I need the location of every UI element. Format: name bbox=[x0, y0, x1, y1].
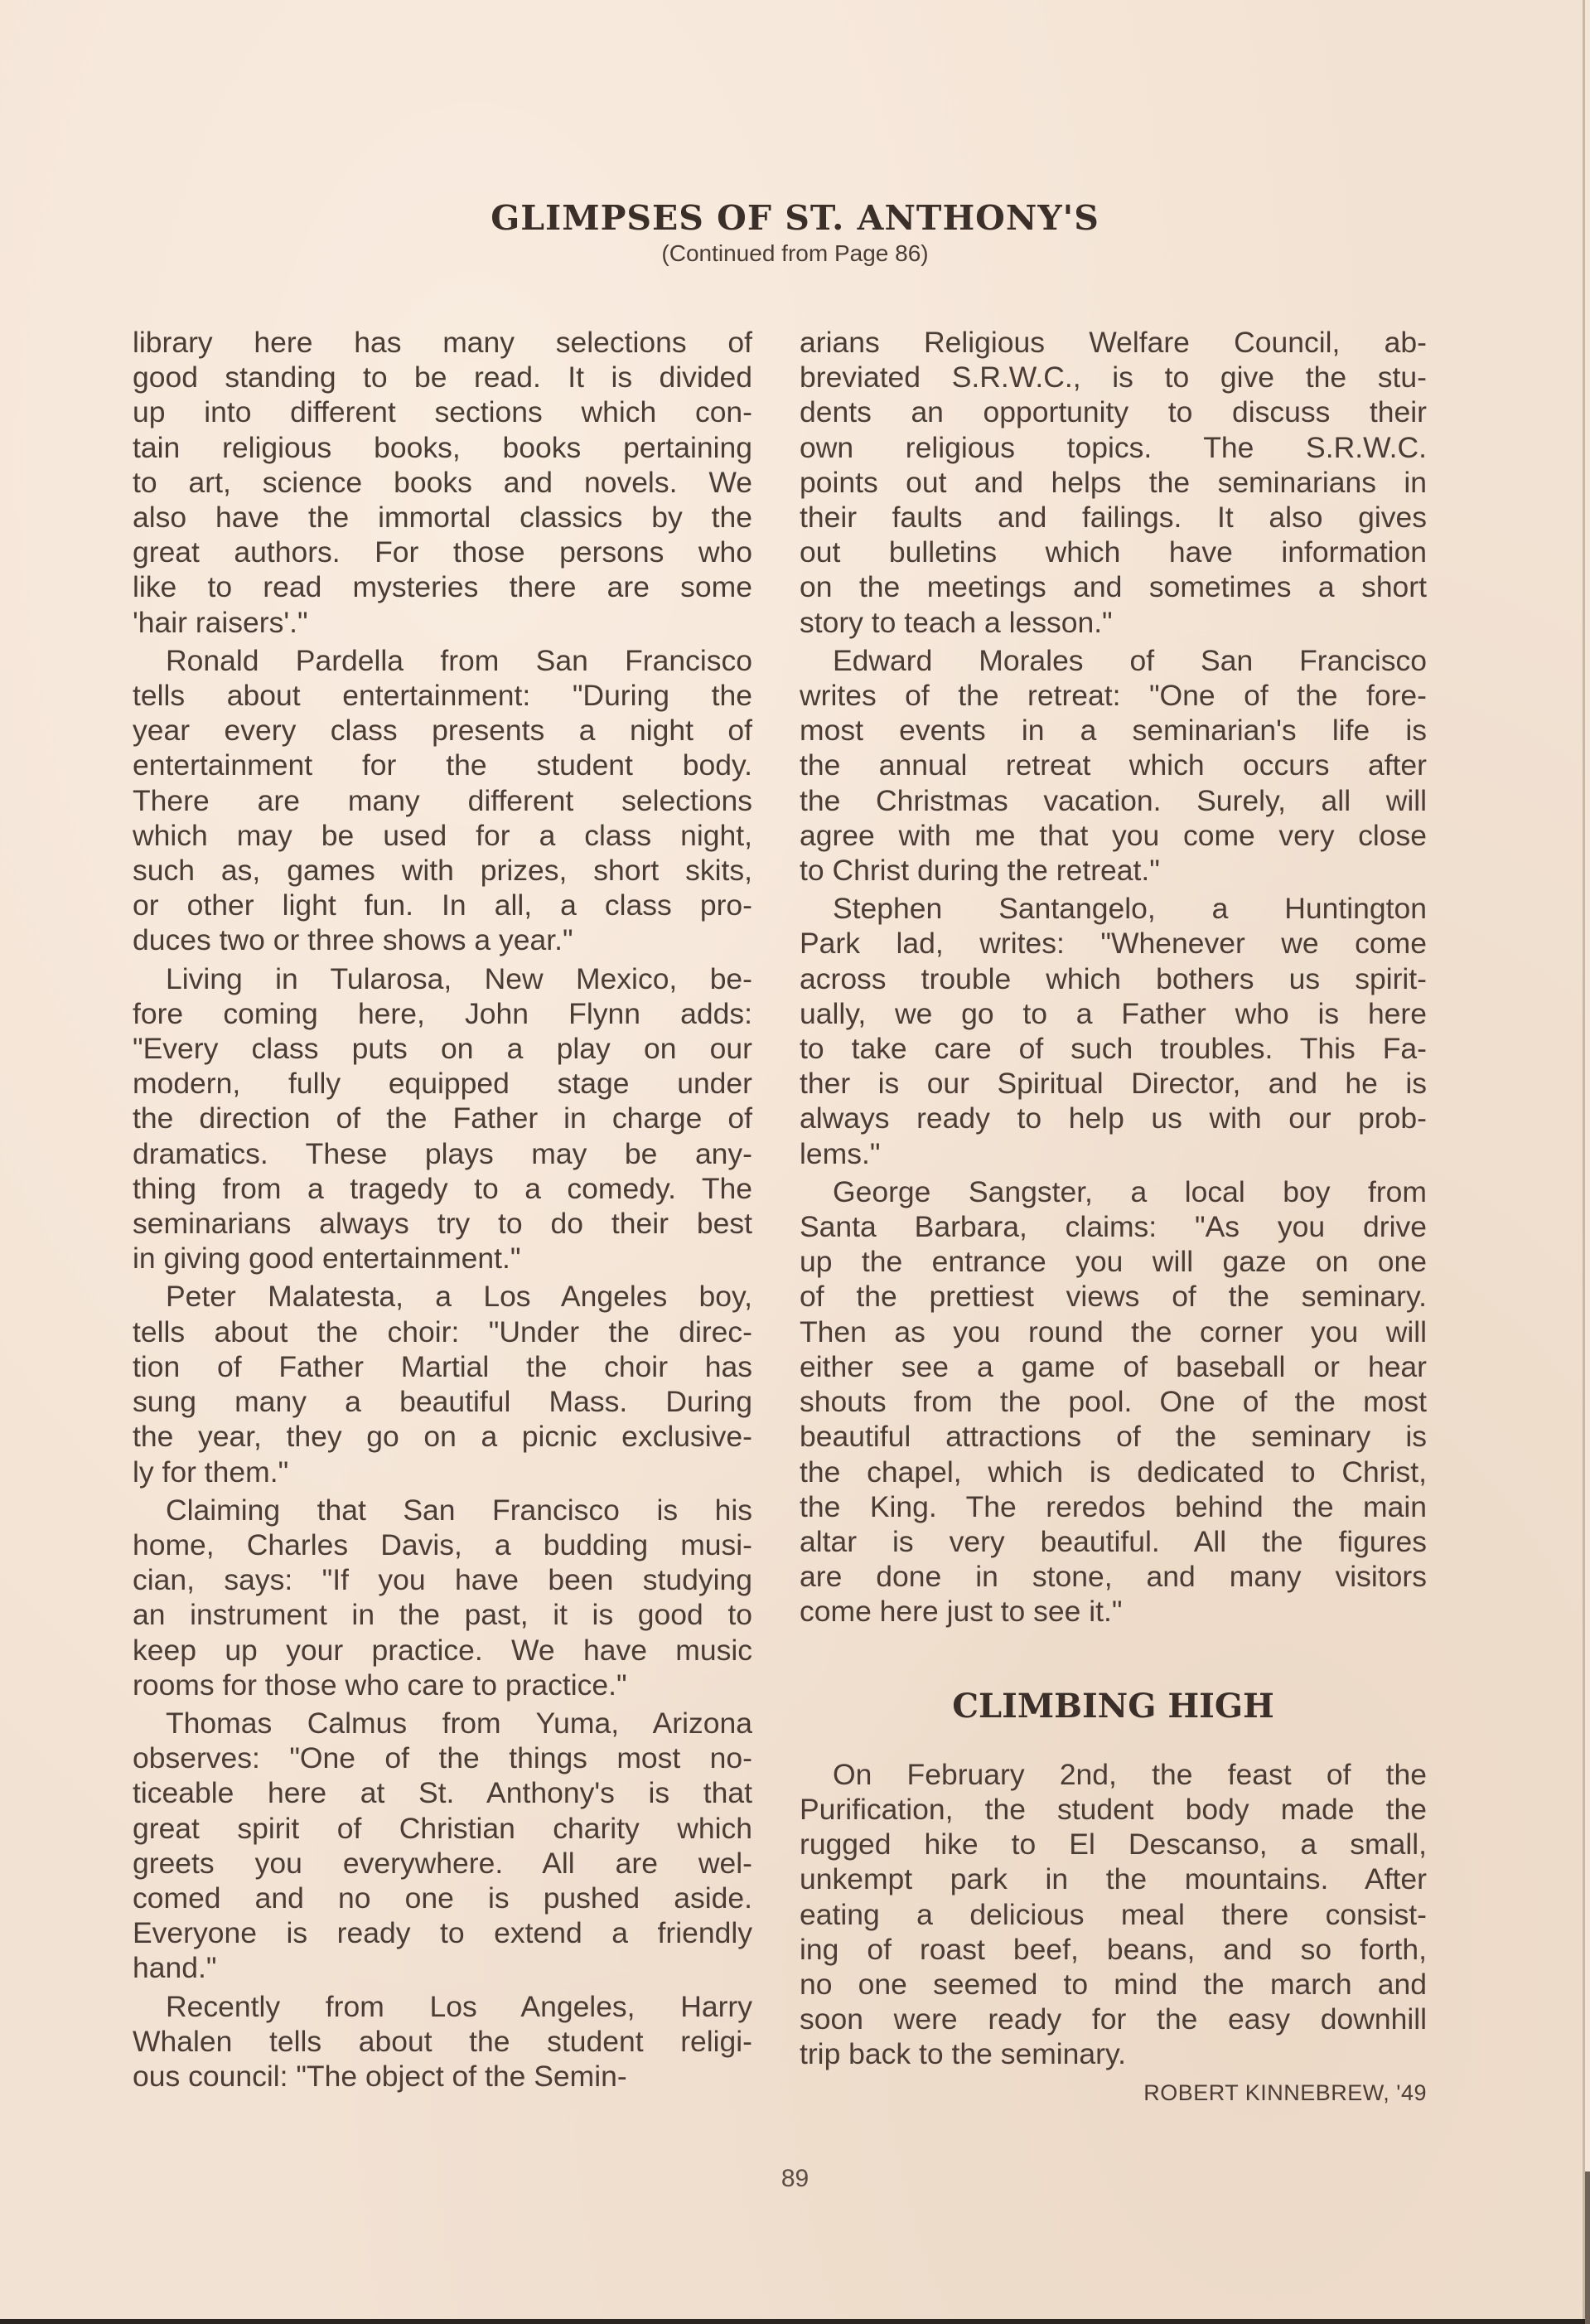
left-column bbox=[133, 325, 752, 2097]
text-line: Recently from Los Angeles, Harry bbox=[166, 1989, 752, 2023]
text-line: tells about the choir: "Under the direc- bbox=[133, 1315, 752, 1348]
byline: ROBERT KINNEBREW, '49 bbox=[1143, 2079, 1427, 2105]
text-line: story to teach a lesson." bbox=[800, 605, 1113, 639]
paragraph bbox=[133, 325, 752, 640]
text-line: points out and helps the seminarians in bbox=[800, 465, 1427, 499]
text-line: rugged hike to El Descanso, a small, bbox=[800, 1828, 1427, 1862]
text-line: up the entrance you will gaze on one bbox=[800, 1245, 1427, 1279]
right-column-paragraphs bbox=[800, 325, 1427, 1629]
text-line: rooms for those who care to practice." bbox=[133, 1668, 627, 1702]
text-line: the direction of the Father in charge of bbox=[133, 1101, 752, 1135]
text-line: seminarians always try to do their best bbox=[133, 1207, 752, 1241]
text-line: Living in Tularosa, New Mexico, be- bbox=[166, 961, 752, 995]
text-line: Everyone is ready to extend a friendly bbox=[133, 1916, 752, 1950]
paragraph bbox=[133, 1279, 752, 1489]
paragraph bbox=[800, 1174, 1427, 1629]
section-paragraphs bbox=[800, 1757, 1427, 2072]
text-line: ous council: "The object of the Semin- bbox=[133, 2059, 627, 2093]
text-line: across trouble which bothers us spirit- bbox=[800, 961, 1427, 995]
text-line: home, Charles Davis, a budding musi- bbox=[133, 1528, 752, 1561]
text-line: like to read mysteries there are some bbox=[133, 570, 752, 604]
article-title: GLIMPSES OF ST. ANTHONY'S bbox=[491, 198, 1099, 239]
text-line: soon were ready for the easy downhill bbox=[800, 2002, 1427, 2036]
text-line: sung many a beautiful Mass. During bbox=[133, 1385, 752, 1419]
text-line: dramatics. These plays may be any- bbox=[133, 1136, 752, 1170]
text-line: on the meetings and sometimes a short bbox=[800, 570, 1427, 604]
text-line: dents an opportunity to discuss their bbox=[800, 395, 1427, 429]
text-line: modern, fully equipped stage under bbox=[133, 1067, 752, 1101]
text-line: the King. The reredos behind the main bbox=[800, 1489, 1427, 1523]
text-line: ther is our Spiritual Director, and he is bbox=[800, 1067, 1427, 1101]
paragraph bbox=[800, 891, 1427, 1171]
text-line: Purification, the student body made the bbox=[800, 1792, 1427, 1826]
text-line: entertainment for the student body. bbox=[133, 748, 752, 782]
text-line: Park lad, writes: "Whenever we come bbox=[800, 927, 1427, 961]
text-line: the annual retreat which occurs after bbox=[800, 748, 1427, 782]
paragraph bbox=[133, 1989, 752, 2094]
text-line: own religious topics. The S.R.W.C. bbox=[800, 430, 1427, 464]
text-line: are done in stone, and many visitors bbox=[800, 1560, 1427, 1594]
text-line: eating a delicious meal there consist- bbox=[800, 1897, 1427, 1931]
text-line: hand." bbox=[133, 1951, 217, 1985]
section-title-climbing-high: CLIMBING HIGH bbox=[952, 1686, 1274, 1726]
text-line: Then as you round the corner you will bbox=[800, 1315, 1427, 1348]
text-line: Claiming that San Francisco is his bbox=[166, 1493, 752, 1527]
text-line: also have the immortal classics by the bbox=[133, 501, 752, 535]
text-line: trip back to the seminary. bbox=[800, 2037, 1126, 2071]
text-line: ly for them." bbox=[133, 1455, 289, 1489]
text-line: On February 2nd, the feast of the bbox=[833, 1757, 1427, 1791]
text-line: arians Religious Welfare Council, ab- bbox=[800, 326, 1427, 359]
text-line: tion of Father Martial the choir has bbox=[133, 1349, 752, 1383]
text-line: Edward Morales of San Francisco bbox=[833, 643, 1427, 677]
text-line: Ronald Pardella from San Francisco bbox=[166, 643, 752, 677]
text-line: in giving good entertainment." bbox=[133, 1242, 521, 1276]
text-line: tells about entertainment: "During the bbox=[133, 679, 752, 713]
paragraph bbox=[800, 1757, 1427, 2072]
scan-edge-bottom bbox=[0, 2319, 1590, 2324]
text-line: come here just to see it." bbox=[800, 1595, 1123, 1629]
text-line: out bulletins which have information bbox=[800, 535, 1427, 569]
text-line: which may be used for a class night, bbox=[133, 818, 752, 852]
text-line: an instrument in the past, it is good to bbox=[133, 1598, 752, 1632]
text-line: or other light fun. In all, a class pro- bbox=[133, 888, 752, 922]
text-line: the chapel, which is dedicated to Christ, bbox=[800, 1455, 1427, 1489]
continued-note: (Continued from Page 86) bbox=[661, 240, 929, 266]
right-column bbox=[800, 325, 1427, 2110]
paragraph bbox=[133, 961, 752, 1276]
text-line: "Every class puts on a play on our bbox=[133, 1032, 752, 1066]
text-line: up into different sections which con- bbox=[133, 395, 752, 429]
text-line: breviated S.R.W.C., is to give the stu- bbox=[800, 361, 1427, 395]
text-line: altar is very beautiful. All the figures bbox=[800, 1524, 1427, 1558]
text-line: agree with me that you come very close bbox=[800, 818, 1427, 852]
text-line: their faults and failings. It also gives bbox=[800, 501, 1427, 535]
paragraph bbox=[800, 325, 1427, 640]
text-line: tain religious books, books pertaining bbox=[133, 430, 752, 464]
text-line: library here has many selections of bbox=[133, 326, 752, 359]
text-line: either see a game of baseball or hear bbox=[800, 1349, 1427, 1383]
paragraph bbox=[133, 1706, 752, 1986]
text-line: Peter Malatesta, a Los Angeles boy, bbox=[166, 1280, 752, 1314]
text-line: good standing to be read. It is divided bbox=[133, 361, 752, 395]
text-line: comed and no one is pushed aside. bbox=[133, 1881, 752, 1915]
text-line: writes of the retreat: "One of the fore- bbox=[800, 679, 1427, 713]
text-line: fore coming here, John Flynn adds: bbox=[133, 996, 752, 1030]
text-line: such as, games with prizes, short skits, bbox=[133, 854, 752, 888]
text-line: always ready to help us with our prob- bbox=[800, 1101, 1427, 1135]
text-line: Santa Barbara, claims: "As you drive bbox=[800, 1210, 1427, 1244]
text-line: keep up your practice. We have music bbox=[133, 1633, 752, 1667]
text-line: Thomas Calmus from Yuma, Arizona bbox=[166, 1706, 752, 1740]
text-line: beautiful attractions of the seminary is bbox=[800, 1420, 1427, 1454]
text-line: the Christmas vacation. Surely, all will bbox=[800, 783, 1427, 817]
text-line: cian, says: "If you have been studying bbox=[133, 1563, 752, 1597]
text-line: shouts from the pool. One of the most bbox=[800, 1385, 1427, 1419]
text-line: of the prettiest views of the seminary. bbox=[800, 1280, 1427, 1314]
paragraph bbox=[133, 1493, 752, 1702]
text-line: year every class presents a night of bbox=[133, 714, 752, 748]
text-line: great authors. For those persons who bbox=[133, 535, 752, 569]
text-line: thing from a tragedy to a comedy. The bbox=[133, 1171, 752, 1205]
text-line: lems." bbox=[800, 1136, 881, 1170]
text-line: Stephen Santangelo, a Huntington bbox=[833, 892, 1427, 926]
text-line: ticeable here at St. Anthony's is that bbox=[133, 1776, 752, 1810]
paragraph bbox=[133, 643, 752, 958]
text-line: to art, science books and novels. We bbox=[133, 465, 752, 499]
text-line: to Christ during the retreat." bbox=[800, 854, 1160, 888]
text-line: the year, they go on a picnic exclusive- bbox=[133, 1420, 752, 1454]
text-line: to take care of such troubles. This Fa- bbox=[800, 1032, 1427, 1066]
text-line: 'hair raisers'." bbox=[133, 605, 308, 639]
page-number: 89 bbox=[781, 2165, 809, 2192]
text-line: unkempt park in the mountains. After bbox=[800, 1862, 1427, 1896]
text-line: Whalen tells about the student religi- bbox=[133, 2024, 752, 2058]
text-line: duces two or three shows a year." bbox=[133, 923, 573, 957]
paragraph bbox=[800, 643, 1427, 888]
text-line: There are many different selections bbox=[133, 783, 752, 817]
text-line: most events in a seminarian's life is bbox=[800, 714, 1427, 748]
text-line: George Sangster, a local boy from bbox=[833, 1174, 1427, 1208]
text-line: ually, we go to a Father who is here bbox=[800, 996, 1427, 1030]
text-line: observes: "One of the things most no- bbox=[133, 1741, 752, 1775]
text-line: ing of roast beef, beans, and so forth, bbox=[800, 1932, 1427, 1966]
text-line: no one seemed to mind the march and bbox=[800, 1967, 1427, 2001]
text-line: great spirit of Christian charity which bbox=[133, 1811, 752, 1845]
text-line: greets you everywhere. All are wel- bbox=[133, 1846, 752, 1880]
scan-edge-right bbox=[1585, 2171, 1590, 2324]
